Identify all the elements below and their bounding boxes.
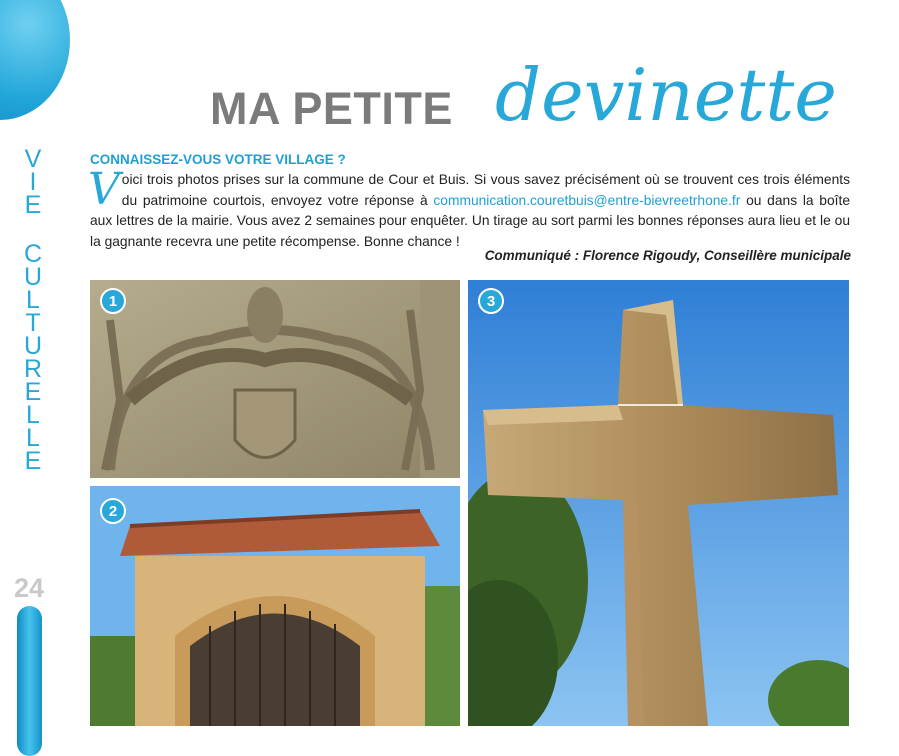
intro-text-end: ou dans la boîte aux lettres de la mairie. Vous avez 2 semaines pour enquêter. Un tirage au sort parmi les bonnes réponses aura lieu et le ou la gagnante recevra une petite récompense. Bonne chance ! bbox=[90, 192, 850, 249]
stone-cross-image bbox=[468, 280, 849, 726]
section-letter: L bbox=[26, 286, 40, 314]
section-title-vertical bbox=[18, 145, 48, 475]
section-letter: C bbox=[23, 240, 43, 268]
section-letter: L bbox=[26, 401, 40, 429]
section-letter: U bbox=[23, 263, 43, 291]
article-subtitle: CONNAISSEZ-VOUS VOTRE VILLAGE ? bbox=[90, 152, 346, 167]
page-title-script: devinette bbox=[495, 53, 837, 137]
photo-stone-gateway bbox=[90, 486, 460, 726]
section-letter: R bbox=[23, 355, 43, 383]
stone-gateway-image bbox=[90, 486, 460, 726]
photo-carved-stone bbox=[90, 280, 460, 478]
article-credit: Communiqué : Florence Rigoudy, Conseillère municipale bbox=[484, 248, 851, 263]
intro-text-start: oici trois photos prises sur la commune de Cour et Buis. Si vous savez précisément où se trouvent ces trois éléments du patrimoine courtois, envoyez votre réponse à bbox=[121, 172, 850, 208]
carved-stone-image bbox=[90, 280, 460, 478]
photo-number-badge: 3 bbox=[478, 288, 504, 314]
page-number: 24 bbox=[14, 573, 45, 603]
email-link[interactable]: communication.couretbuis@entre-bievreetrhone.fr bbox=[433, 192, 741, 208]
photo-number-badge: 1 bbox=[100, 288, 126, 314]
sidebar-bar-decoration bbox=[17, 606, 42, 756]
section-letter: I bbox=[29, 168, 37, 196]
page-title-main: MA PETITE bbox=[210, 83, 453, 134]
drop-cap: V bbox=[88, 164, 120, 215]
photo-number-badge: 2 bbox=[100, 498, 126, 524]
sidebar-circle-decoration bbox=[0, 0, 70, 120]
section-letter: L bbox=[26, 424, 40, 452]
section-letter: U bbox=[23, 332, 43, 360]
section-letter: E bbox=[24, 378, 42, 406]
article-intro bbox=[88, 164, 850, 252]
page-title bbox=[210, 55, 870, 135]
section-letter: E bbox=[24, 447, 42, 475]
section-letter: T bbox=[25, 309, 41, 337]
section-letter: V bbox=[24, 145, 42, 173]
photo-stone-cross bbox=[468, 280, 849, 726]
section-letter: E bbox=[24, 191, 42, 219]
